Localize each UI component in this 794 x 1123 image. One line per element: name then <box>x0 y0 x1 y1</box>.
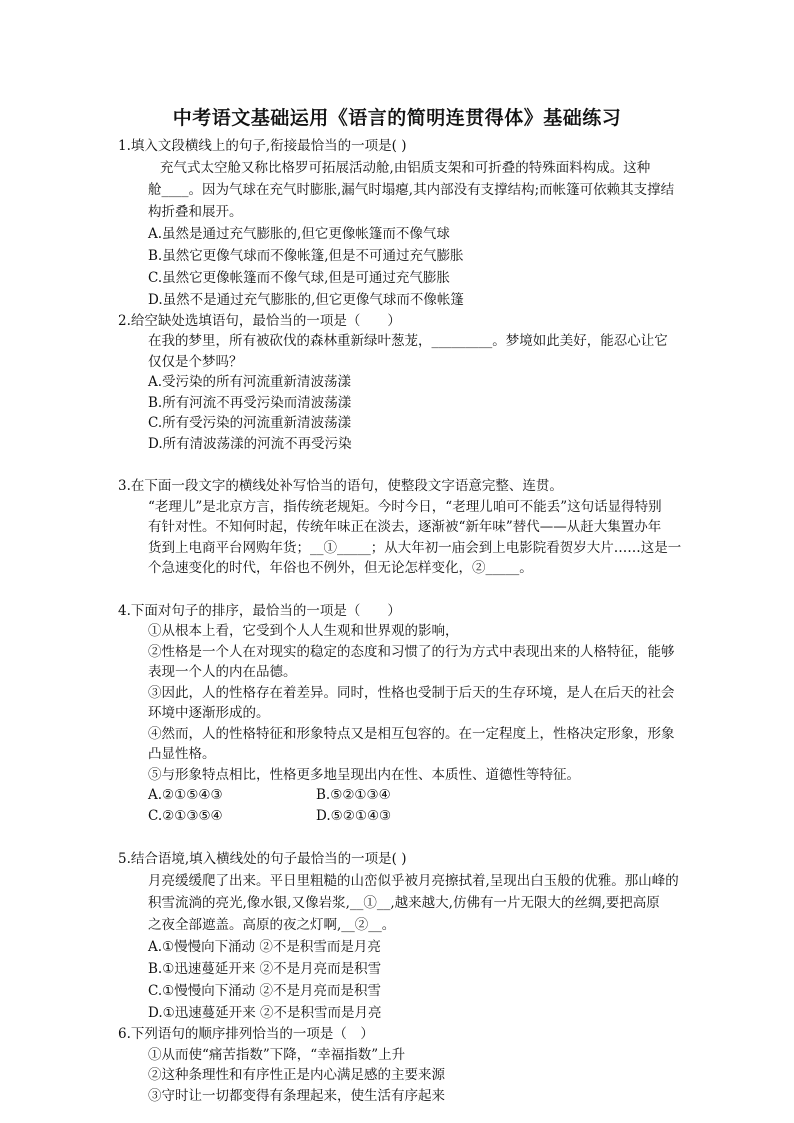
sentence-2: ②性格是一个人在对现实的稳定的态度和习惯了的行为方式中表现出来的人格特征，能够 <box>148 643 675 660</box>
passage-line: 积雪流淌的亮光,像水银,又像岩浆,__①__,越来越大,仿佛有一片无限大的丝绸,要把高原 <box>148 895 660 911</box>
option-a: A.虽然是通过充气膨胀的,但它更像帐篷而不像气球 <box>148 225 450 242</box>
option-c: C.①慢慢向下涌动 ②不是月亮而是积雪 <box>148 983 382 999</box>
passage-line: 舱____。因为气球在充气时膨胀,漏气时塌瘪,其内部没有支撑结构;而帐篷可依赖其支撑结 <box>148 181 675 198</box>
options-row <box>118 806 698 827</box>
option-a: A.①慢慢向下涌动 ②不是积雪而是月亮 <box>148 939 381 955</box>
option-c: C.所有受污染的河流重新清波荡漾 <box>148 415 352 431</box>
question-list <box>118 136 698 1106</box>
passage-line: 月亮缓缓爬了出来。平日里粗糙的山峦似乎被月亮擦拭着,呈现出白玉般的优雅。那山峰的 <box>148 873 679 889</box>
passage-line: 之夜全部遮盖。高原的夜之灯啊,__②__。 <box>148 917 396 933</box>
option-b: B.虽然它更像气球而不像帐篷,但是不可通过充气膨胀 <box>148 247 464 264</box>
sentence-2-cont: 表现一个人的内在品德。 <box>148 664 297 680</box>
sentence-1: ①从而使“痛苦指数”下降，“幸福指数”上升 <box>148 1046 406 1063</box>
question-6 <box>118 1024 698 1106</box>
passage-line: 有针对性。不知何时起，传统年味正在淡去，逐渐被“新年味”替代——从赶大集置办年 <box>148 519 662 535</box>
option-a: A.②①⑤④③ <box>148 787 223 803</box>
passage-line: “老理儿”是北京方言，指传统老规矩。今时今日，“老理儿咱可不能丢”这句话显得特别 <box>148 498 662 515</box>
spacer <box>118 826 698 848</box>
question-2 <box>118 311 698 455</box>
passage-line: 个急速变化的时代，年俗也不例外，但无论怎样变化，②_____。 <box>148 560 533 576</box>
sentence-3: ③守时让一切都变得有条理起来，使生活有序起来 <box>148 1087 445 1104</box>
question-stem: 4.下面对句子的排序，最恰当的一项是（ ） <box>118 602 401 619</box>
option-c: C.虽然它更像帐篷而不像气球,但是可通过充气膨胀 <box>148 269 450 286</box>
option-b: B.⑤②①③④ <box>316 787 391 803</box>
option-d: D.⑤②①④③ <box>316 807 392 824</box>
option-c: C.②①③⑤④ <box>148 807 223 824</box>
options-row <box>118 785 698 806</box>
question-5 <box>118 848 698 1024</box>
sentence-4: ④然而，人的性格特征和形象特点又是相互包容的。在一定程度上，性格决定形象，形象 <box>148 725 675 742</box>
question-4 <box>118 601 698 827</box>
option-d: D.①迅速蔓延开来 ②不是积雪而是月亮 <box>148 1005 382 1021</box>
document-title: 中考语文基础运用《语言的简明连贯得体》基础练习 <box>172 107 622 129</box>
question-stem: 6.下列语句的顺序排列恰当的一项是（ ） <box>118 1026 374 1042</box>
sentence-1: ①从根本上看，它受到个人人生观和世界观的影响， <box>148 623 459 639</box>
sentence-5: ⑤与形象特点相比，性格更多地呈现出内在性、本质性、道德性等特征。 <box>148 766 580 783</box>
option-d: D.所有清波荡漾的河流不再受污染 <box>148 435 352 452</box>
spacer <box>118 579 698 601</box>
passage-line: 构折叠和展开。 <box>148 203 243 220</box>
question-stem: 2.给空缺处选填语句，最恰当的一项是（ ） <box>118 312 401 329</box>
sentence-2: ②这种条理性和有序性正是内心满足感的主要来源 <box>148 1067 445 1083</box>
question-1 <box>118 136 698 311</box>
sentence-3-cont: 环境中逐渐形成的。 <box>148 705 270 721</box>
option-a: A.受污染的所有河流重新清波荡漾 <box>148 374 352 390</box>
spacer <box>118 454 698 476</box>
passage-line: 在我的梦里，所有被砍伐的森林重新绿叶葱茏，_________。梦境如此美好，能忍心让它 <box>148 333 668 349</box>
option-b: B.①迅速蔓延开来 ②不是月亮而是积雪 <box>148 961 382 977</box>
passage-line: 货到上电商平台网购年货；__①_____；从大年初一庙会到上电影院看贺岁大片……这是一 <box>148 539 682 556</box>
sentence-4-cont: 凸显性格。 <box>148 746 216 762</box>
question-stem: 3.在下面一段文字的横线处补写恰当的语句，使整段文字语意完整、连贯。 <box>118 478 563 494</box>
passage-line: 充气式太空舱又称比格罗可拓展活动舱,由铝质支架和可折叠的特殊面料构成。这种 <box>160 159 651 176</box>
passage-line: 仅仅是个梦吗？ <box>148 353 243 370</box>
option-d: D.虽然不是通过充气膨胀的,但它更像气球而不像帐篷 <box>148 291 464 308</box>
option-b: B.所有河流不再受污染而清波荡漾 <box>148 394 352 411</box>
sentence-3: ③因此，人的性格存在着差异。同时，性格也受制于后天的生存环境，是人在后天的社会 <box>148 684 675 701</box>
question-stem: 5.结合语境,填入横线处的句子最恰当的一项是( ) <box>118 851 407 867</box>
question-stem: 1.填入文段横线上的句子,衔接最恰当的一项是( ) <box>118 138 407 154</box>
question-3 <box>118 476 698 579</box>
